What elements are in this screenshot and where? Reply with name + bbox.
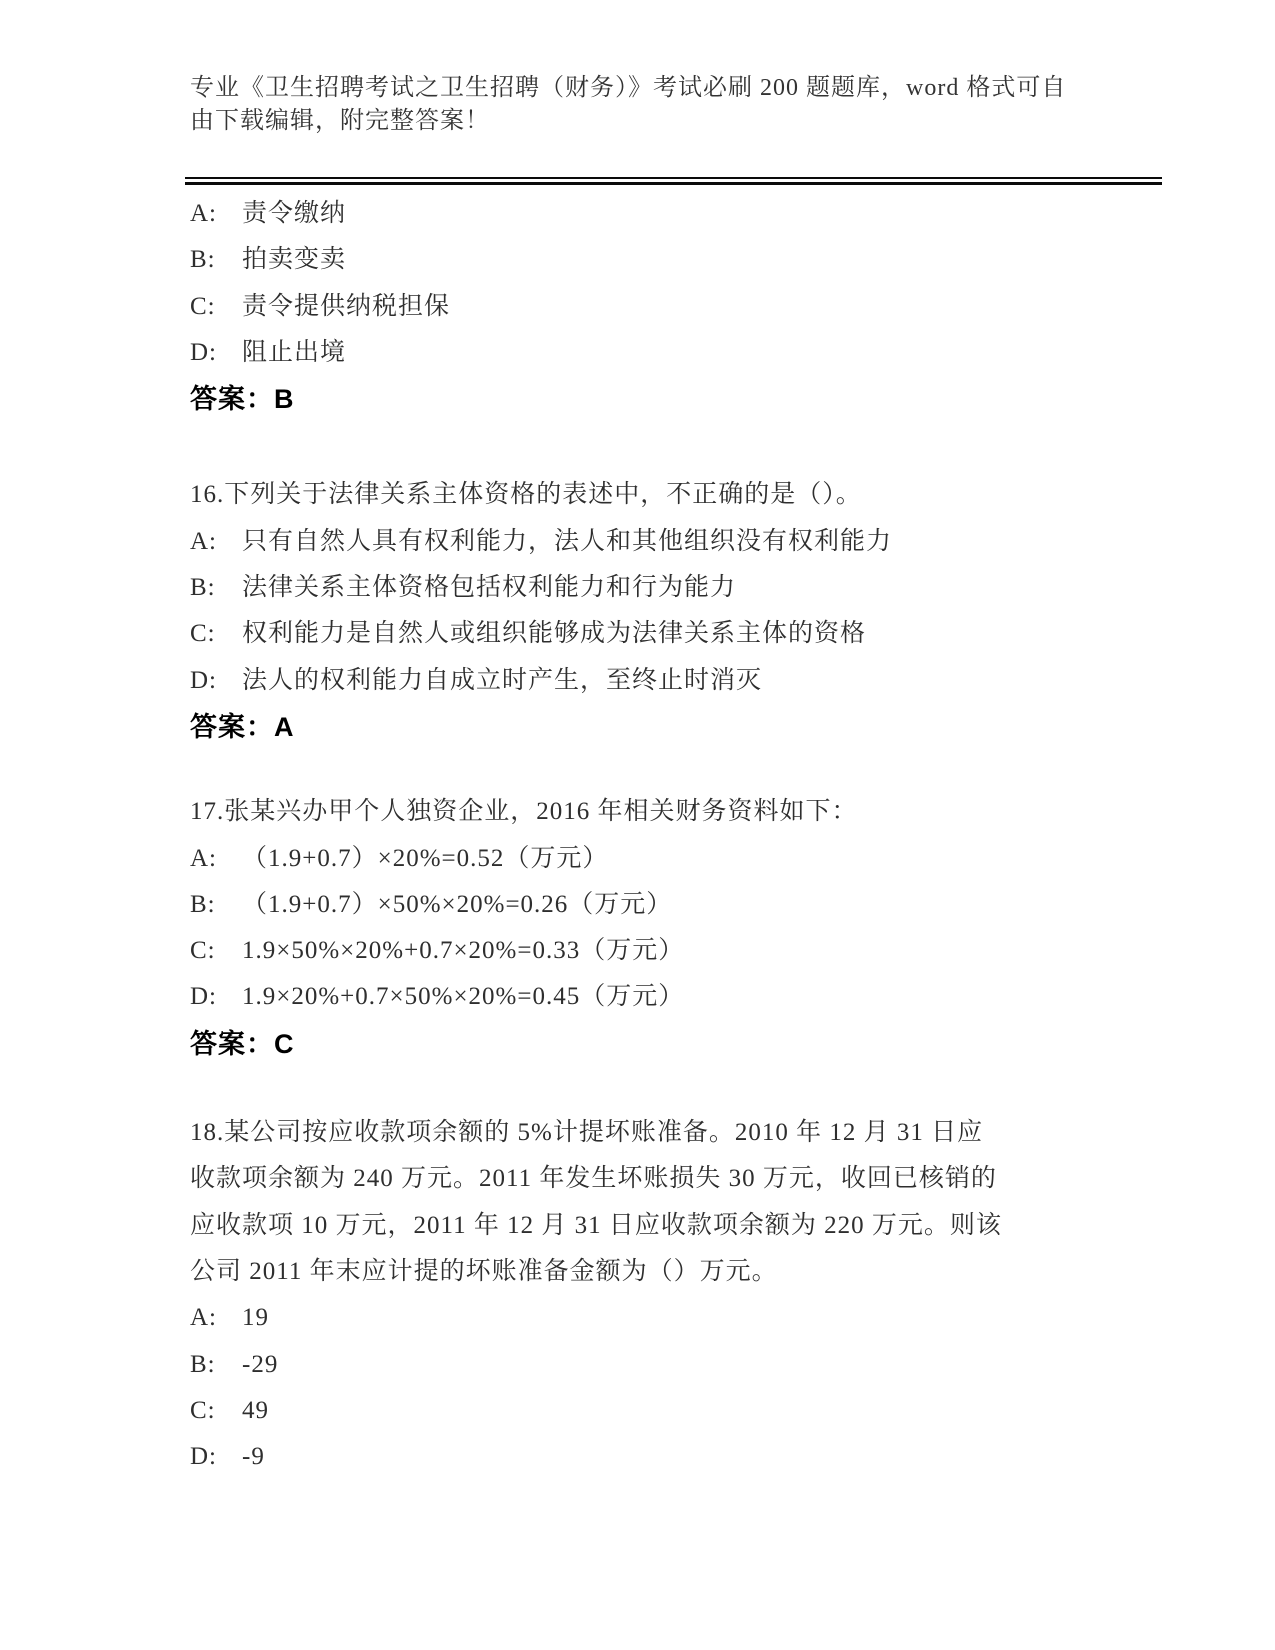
- option-row: [190, 974, 1140, 1020]
- question-block-16: [190, 472, 1140, 750]
- page-content: [190, 0, 1140, 1480]
- option-text: 1.9×20%+0.7×50%×20%=0.45（万元）: [242, 983, 685, 1011]
- question-text-line: 收款项余额为 240 万元。2011 年发生坏账损失 30 万元，收回已核销的: [190, 1165, 997, 1193]
- option-row: [190, 519, 1140, 565]
- option-text: 法人的权利能力自成立时产生，至终止时消灭: [242, 666, 763, 694]
- option-label: D:: [190, 1443, 217, 1471]
- answer-label: 答案：: [190, 1028, 274, 1059]
- option-row: [190, 284, 1140, 330]
- question-text-line: 18.某公司按应收款项余额的 5%计提坏账准备。2010 年 12 月 31 日应: [190, 1119, 984, 1147]
- option-row: [190, 928, 1140, 974]
- option-row: [190, 1388, 1140, 1434]
- option-label: D:: [190, 983, 217, 1011]
- answer-value: B: [274, 384, 295, 415]
- answer-value: A: [274, 711, 295, 742]
- answer-row: [190, 376, 1140, 422]
- option-label: A:: [190, 844, 217, 872]
- option-row: [190, 1295, 1140, 1341]
- option-text: 只有自然人具有权利能力，法人和其他组织没有权利能力: [242, 527, 893, 555]
- header-divider: [185, 177, 1162, 185]
- option-label: D:: [190, 666, 217, 694]
- option-text: -9: [242, 1443, 265, 1471]
- option-row: [190, 237, 1140, 283]
- option-text: 阻止出境: [242, 338, 347, 366]
- option-text: 拍卖变卖: [242, 246, 347, 274]
- option-label: B:: [190, 1350, 216, 1378]
- answer-row: [190, 1021, 1140, 1067]
- option-text: 权利能力是自然人或组织能够成为法律关系主体的资格: [242, 620, 867, 648]
- option-text: 法律关系主体资格包括权利能力和行为能力: [242, 574, 737, 602]
- document-header: [190, 72, 1140, 138]
- answer-row: [190, 704, 1140, 750]
- option-label: A:: [190, 200, 217, 227]
- option-label: A:: [190, 527, 217, 555]
- option-text: 49: [242, 1396, 269, 1424]
- header-line-2: 由下载编辑，附完整答案！: [190, 108, 490, 134]
- option-text: （1.9+0.7）×20%=0.52（万元）: [242, 844, 609, 872]
- option-row: [190, 330, 1140, 376]
- option-label: C:: [190, 1396, 216, 1424]
- question-block-15: [190, 191, 1140, 422]
- option-label: B:: [190, 890, 216, 918]
- answer-label: 答案：: [190, 711, 274, 742]
- question-text-line: 应收款项 10 万元，2011 年 12 月 31 日应收款项余额为 220 万元。则该: [190, 1211, 1002, 1239]
- option-text: -29: [242, 1350, 279, 1378]
- question-text: 17.张某兴办甲个人独资企业，2016 年相关财务资料如下：: [190, 798, 858, 826]
- option-label: B:: [190, 574, 216, 602]
- option-text: （1.9+0.7）×50%×20%=0.26（万元）: [242, 890, 673, 918]
- option-label: B:: [190, 246, 216, 274]
- question-block-17: [190, 789, 1140, 1067]
- answer-value: C: [274, 1028, 295, 1059]
- option-label: C:: [190, 620, 216, 648]
- header-line-1: 专业《卫生招聘考试之卫生招聘（财务）》考试必刷 200 题题库，word 格式可自: [190, 75, 1067, 101]
- option-row: [190, 836, 1140, 882]
- option-row: [190, 1434, 1140, 1480]
- option-row: [190, 658, 1140, 704]
- option-row: [190, 882, 1140, 928]
- option-label: C:: [190, 937, 216, 965]
- option-text: 责令提供纳税担保: [242, 292, 451, 320]
- option-label: D:: [190, 338, 217, 366]
- option-text: 19: [242, 1304, 269, 1332]
- question-text: 16.下列关于法律关系主体资格的表述中，不正确的是（）。: [190, 481, 862, 509]
- option-row: [190, 565, 1140, 611]
- question-text-line: 公司 2011 年末应计提的坏账准备金额为（）万元。: [190, 1257, 778, 1285]
- option-row: [190, 1342, 1140, 1388]
- option-label: A:: [190, 1304, 217, 1332]
- option-text: 责令缴纳: [242, 200, 347, 227]
- option-row: [190, 611, 1140, 657]
- question-block-18: [190, 1110, 1140, 1480]
- answer-label: 答案：: [190, 384, 274, 415]
- option-label: C:: [190, 292, 216, 320]
- option-row: [190, 191, 1140, 237]
- option-text: 1.9×50%×20%+0.7×20%=0.33（万元）: [242, 937, 685, 965]
